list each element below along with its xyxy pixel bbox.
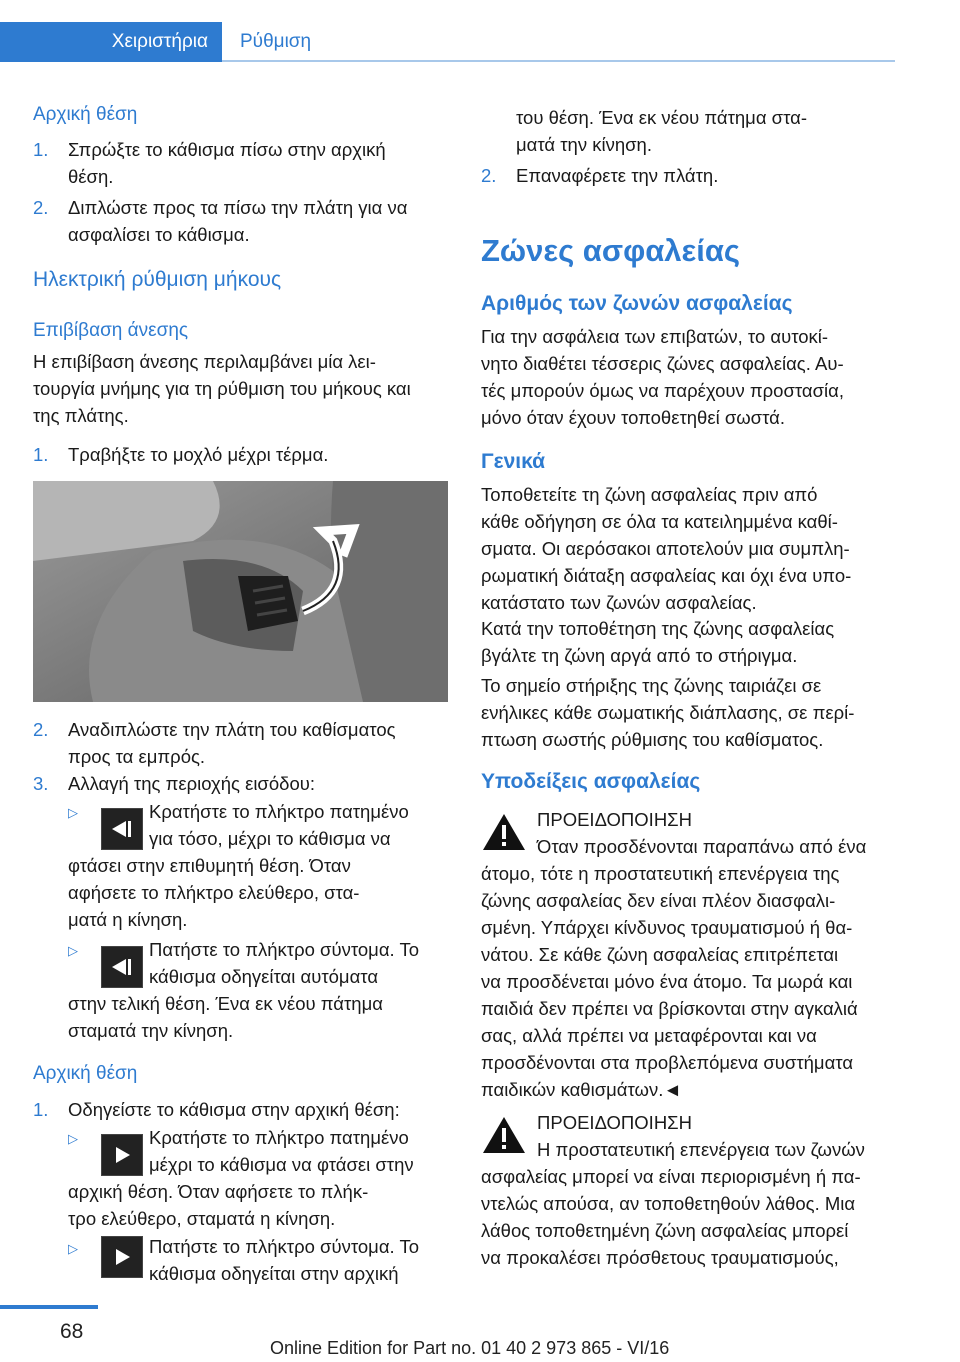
warning-2-body — [481, 1163, 896, 1271]
bullet-text-cont — [68, 852, 451, 933]
item-number: 2. — [33, 719, 49, 740]
text-line: Πατήστε το πλήκτρο σύντομα. Το — [149, 939, 420, 960]
triangle-bullet-icon: ▷ — [68, 943, 78, 958]
arrow-right-button-icon — [101, 1134, 143, 1176]
triangle-bullet-icon: ▷ — [68, 1131, 78, 1146]
text-line: Για την ασφάλεια των επιβατών, το αυτοκί- — [481, 326, 829, 347]
text-line: ρωματική διάταξη ασφαλείας και όχι ένα υπο- — [481, 565, 852, 586]
item-text: Οδηγείστε το κάθισμα στην αρχική θέση: — [68, 1099, 400, 1120]
text-line: φτάσει στην επιθυμητή θέση. Όταν — [68, 855, 351, 876]
text-line: πτωση σωστής ρύθμισης του καθίσματος. — [481, 729, 824, 750]
text-line: βγάλτε τη ζώνη αργά από το στήριγμα. — [481, 645, 798, 666]
bullet-text-cont — [68, 990, 451, 1044]
triangle-bullet-icon: ▷ — [68, 1241, 78, 1256]
text-line: Κατά την τοποθέτηση της ζώνης ασφαλείας — [481, 618, 835, 639]
header-tabs — [0, 22, 895, 62]
warning-title: ΠΡΟΕΙΔΟΠΟΙΗΣΗ — [537, 809, 692, 830]
text-line: άτομο, τότε η προστατευτική επενέργεια της — [481, 863, 840, 884]
item-number: 1. — [33, 139, 49, 160]
bullet-text-cont — [68, 1178, 451, 1232]
warning-2-head — [537, 1109, 896, 1163]
arrow-left-button-icon — [101, 808, 143, 850]
paragraph-general-1 — [481, 481, 896, 616]
section-title-home-position-2: Αρχική θέση — [33, 1063, 138, 1084]
text-line: ματά η κίνηση. — [68, 909, 188, 930]
text-line: ασφαλείας μπορεί να είναι περιορισμένη ή πα- — [481, 1166, 861, 1187]
text-line: Η προστατευτική επενέργεια των ζωνών — [537, 1139, 865, 1160]
text-line: στην τελική θέση. Ένα εκ νέου πάτημα — [68, 993, 383, 1014]
item-number: 1. — [33, 1099, 49, 1120]
warning-triangle-icon — [481, 812, 527, 852]
text-line: ζώνης ασφαλείας δεν είναι πλέον διασφαλι- — [481, 890, 836, 911]
text-line: Κρατήστε το πλήκτρο πατημένο — [149, 1127, 409, 1148]
text-line: του θέση. Ένα εκ νέου πάτημα στα- — [516, 107, 807, 128]
bullet-text — [149, 798, 451, 852]
section-title-home-position: Αρχική θέση — [33, 104, 138, 125]
text-line: παιδιά δεν πρέπει να βρίσκονται στην αγκαλιά — [481, 998, 858, 1019]
list-item — [33, 441, 451, 468]
text-line: Όταν προσδένονται παραπάνω από ένα — [537, 836, 867, 857]
warning-1-body — [481, 860, 896, 1103]
paragraph-easy-entry — [33, 348, 451, 429]
text-line: κατάστατο των ζωνών ασφαλείας. — [481, 592, 757, 613]
item-text: Τραβήξτε το μοχλό μέχρι τέρμα. — [68, 444, 329, 465]
text-line: για τόσο, μέχρι το κάθισμα να — [149, 828, 391, 849]
list-item — [33, 194, 451, 248]
arrow-left-button-icon — [101, 946, 143, 988]
text-line: προσδένονται στα προβλεπόμενα συστήματα — [481, 1052, 854, 1073]
paragraph-belt-count — [481, 323, 896, 431]
paragraph-general-3 — [481, 672, 896, 753]
warning-title: ΠΡΟΕΙΔΟΠΟΙΗΣΗ — [537, 1112, 692, 1133]
text-line: να προσδένεται μόνο ένα άτομο. Τα μωρά και — [481, 971, 853, 992]
text-line: κάθε οδήγηση σε όλα τα κατειλημμένα καθί- — [481, 511, 838, 532]
text-line: κάθισμα οδηγείται αυτόματα — [149, 966, 379, 987]
tab-adjustment[interactable]: Ρύθμιση — [240, 31, 312, 52]
item-number: 1. — [33, 444, 49, 465]
text-line: αρχική θέση. Όταν αφήσετε το πλήκ- — [68, 1181, 369, 1202]
text-line: ενήλικες κάθε σωματικής διάπλασης, σε περί- — [481, 702, 855, 723]
bullet-text — [149, 1124, 451, 1178]
continued-text — [516, 104, 896, 158]
heading-number-of-belts: Αριθμός των ζωνών ασφαλείας — [481, 292, 793, 315]
item-text: Σπρώξτε το κάθισμα πίσω στην αρχική — [68, 139, 386, 160]
item-number: 2. — [481, 165, 497, 186]
item-text: θέση. — [68, 166, 114, 187]
heading-seat-belts: Ζώνες ασφαλείας — [481, 233, 741, 268]
text-line: Η επιβίβαση άνεσης περιλαμβάνει μία λει- — [33, 351, 376, 372]
list-item — [33, 770, 451, 797]
text-line: νάτου. Σε κάθε ζώνη ασφαλείας επιτρέπεται — [481, 944, 839, 965]
item-text: ασφαλίσει το κάθισμα. — [68, 224, 250, 245]
list-item — [33, 1096, 451, 1123]
item-number: 2. — [33, 197, 49, 218]
text-line: λάθος τοποθετημένη ζώνη ασφαλείας μπορεί — [481, 1220, 849, 1241]
text-line: σας, αλλά πρέπει να μεταφέρονται και να — [481, 1025, 817, 1046]
item-text: προς τα εμπρός. — [68, 746, 206, 767]
page-number: 68 — [60, 1320, 84, 1343]
seat-lever-photo — [33, 481, 448, 702]
warning-1-head — [537, 806, 896, 860]
text-line: παιδικών καθισμάτων.◄ — [481, 1079, 682, 1100]
subheading-easy-entry: Επιβίβαση άνεσης — [33, 320, 189, 341]
text-line: Πατήστε το πλήκτρο σύντομα. Το — [149, 1236, 420, 1257]
item-text: Διπλώστε προς τα πίσω την πλάτη για να — [68, 197, 408, 218]
text-line: αφήσετε το πλήκτρο ελεύθερο, στα- — [68, 882, 360, 903]
text-line: μόνο όταν έχουν τοποθετηθεί σωστά. — [481, 407, 785, 428]
heading-safety-hints: Υποδείξεις ασφαλείας — [481, 770, 701, 793]
text-line: σταματά την κίνηση. — [68, 1020, 234, 1041]
item-text: Αλλαγή της περιοχής εισόδου: — [68, 773, 315, 794]
tab-controls[interactable]: Χειριστήρια — [0, 22, 222, 62]
paragraph-general-2 — [481, 615, 896, 669]
text-line: να προκαλέσει πρόσθετους τραυματισμούς, — [481, 1247, 839, 1268]
heading-electric-adjustment: Ηλεκτρική ρύθμιση μήκους — [33, 268, 282, 291]
bullet-text — [149, 936, 451, 990]
text-line: Κρατήστε το πλήκτρο πατημένο — [149, 801, 409, 822]
text-line: κάθισμα οδηγείται στην αρχική — [149, 1263, 399, 1284]
text-line: μέχρι το κάθισμα να φτάσει στην — [149, 1154, 414, 1175]
text-line: σματα. Οι αερόσακοι αποτελούν μια συμπλη- — [481, 538, 850, 559]
item-text: Επαναφέρετε την πλάτη. — [516, 165, 719, 186]
text-line: Το σημείο στήριξης της ζώνης ταιριάζει σε — [481, 675, 822, 696]
text-line: της πλάτης. — [33, 405, 129, 426]
list-item — [33, 716, 451, 770]
text-line: σμένη. Υπάρχει κίνδυνος τραυματισμού ή θα- — [481, 917, 853, 938]
tab-divider — [222, 60, 895, 62]
item-text: Αναδιπλώστε την πλάτη του καθίσματος — [68, 719, 396, 740]
triangle-bullet-icon: ▷ — [68, 805, 78, 820]
heading-general: Γενικά — [481, 450, 546, 473]
text-line: νητο διαθέτει τέσσερις ζώνες ασφαλείας. Αυ- — [481, 353, 844, 374]
footer-edition: Online Edition for Part no. 01 40 2 973 865 - VI/16 — [270, 1338, 670, 1358]
item-number: 3. — [33, 773, 49, 794]
text-line: τουργία μνήμης για τη ρύθμιση του μήκους και — [33, 378, 411, 399]
footer-accent-line — [0, 1305, 98, 1309]
list-item — [481, 162, 896, 189]
text-line: τρο ελεύθερο, σταματά η κίνηση. — [68, 1208, 336, 1229]
arrow-right-button-icon — [101, 1236, 143, 1278]
warning-triangle-icon — [481, 1115, 527, 1155]
text-line: Τοποθετείτε τη ζώνη ασφαλείας πριν από — [481, 484, 818, 505]
text-line: ντελώς απούσα, αν τοποθετηθούν λάθος. Μια — [481, 1193, 856, 1214]
text-line: τές μπορούν όμως να παρέχουν προστασία, — [481, 380, 844, 401]
list-item — [33, 136, 451, 190]
bullet-text — [149, 1233, 451, 1287]
text-line: ματά την κίνηση. — [516, 134, 652, 155]
